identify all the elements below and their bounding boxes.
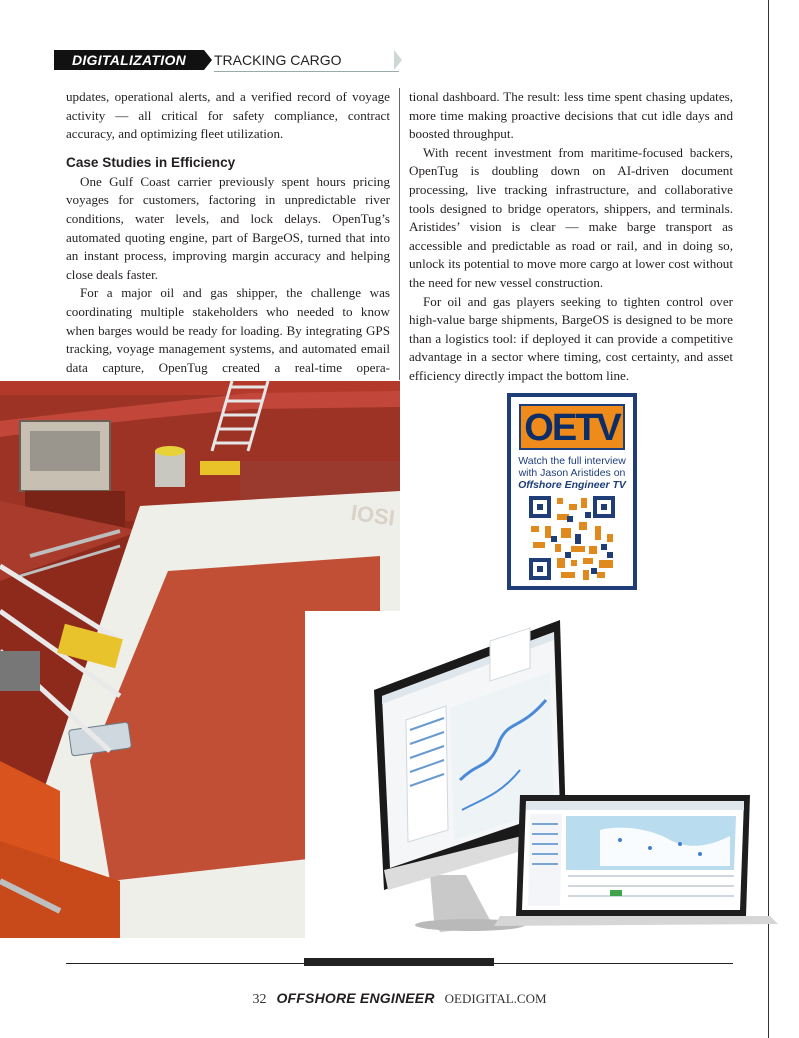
devices-illustration xyxy=(370,620,780,940)
page-number: 32 xyxy=(252,992,267,1007)
right-paragraph-2: With recent investment from maritime-focused backers, OpenTug is doubling down on AI-driven document processing, live tracking infrastructure, and collaborative tools designed to bridge operators, shippers, and terminals. Aristides’ vision is clear — make barge transport as accessible and predictable as road or rail, and in doing so, unlock its potential to move more cargo at lower cost without the need for new vessel construction. xyxy=(409,144,733,290)
qr-code[interactable] xyxy=(527,494,617,582)
left-paragraph-2: One Gulf Coast carrier previously spent hours pricing voyages for customers, factoring in unpredictable river conditions, water levels, and lock delays. OpenTug’s automated quoting engine, part of BargeOS, turned that into an instant process, improving margin accuracy and helping close deals faster. xyxy=(66,173,390,282)
right-paragraph-1: tional dashboard. The result: less time spent chasing updates, more time making proactive decisions that cut idle days and boosted throughput. xyxy=(409,89,733,142)
left-paragraph-1: updates, operational alerts, and a verified record of voyage activity — all critical for safety compliance, contract accuracy, and optimizing fleet utilization. xyxy=(66,89,390,142)
oetv-text-line-1: Watch the full interview xyxy=(518,455,626,467)
page-footer xyxy=(0,990,799,1008)
oetv-logo: OETV xyxy=(519,404,625,450)
left-column xyxy=(66,88,390,377)
left-paragraph-3: For a major oil and gas shipper, the challenge was coordinating multiple stakeholders who needed to know when barges would be ready for loading. By integrating GPS tracking, voyage management systems, and automated email data capture, OpenTug created a real-time opera- xyxy=(66,285,390,375)
publication-name: OFFSHORE ENGINEER xyxy=(276,990,435,1006)
column-divider xyxy=(399,88,400,380)
section-tag-arrow xyxy=(204,50,212,70)
right-column xyxy=(409,88,733,386)
svg-text:IOSI: IOSI xyxy=(349,499,397,531)
section-subtitle-arrow xyxy=(394,50,402,70)
footer-bar xyxy=(304,958,494,966)
bargeos-devices-image xyxy=(370,620,780,940)
website-link[interactable]: OEDIGITAL.COM xyxy=(444,991,547,1006)
right-paragraph-3: For oil and gas players seeking to tighten control over high-value barge shipments, BargeOS is designed to be more than a logistics tool: if deployed it can provide a competitive advantage in a sector where timing, cost certainty, and asset efficiency directly impact the bottom line. xyxy=(409,293,733,383)
oetv-text-line-3: Offshore Engineer TV xyxy=(518,479,626,491)
oetv-promo-box[interactable] xyxy=(507,393,637,590)
section-header xyxy=(54,49,354,71)
section-tag: DIGITALIZATION xyxy=(54,50,204,70)
oetv-text-line-2: with Jason Aristides on xyxy=(518,467,626,479)
section-heading: Case Studies in Efficiency xyxy=(66,154,236,170)
section-subtitle: TRACKING CARGO xyxy=(214,49,399,72)
